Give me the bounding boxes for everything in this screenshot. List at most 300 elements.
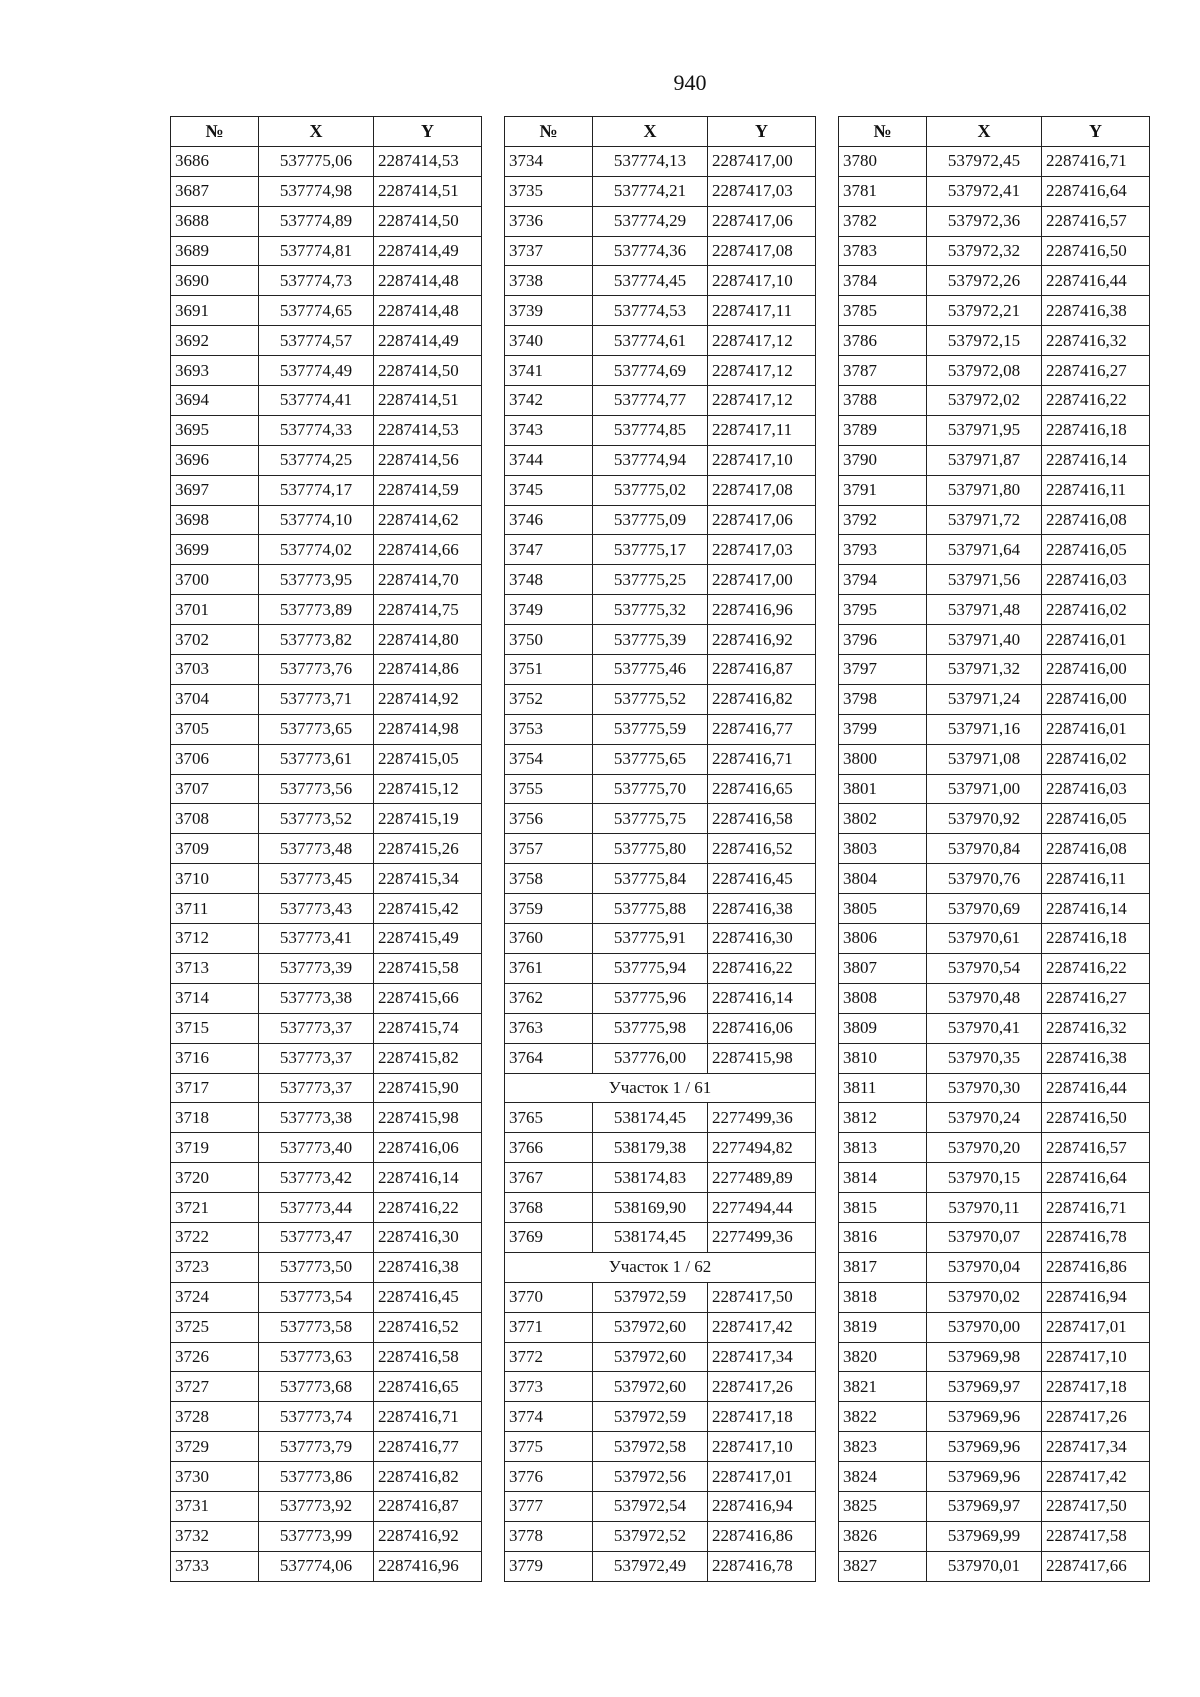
x-coordinate-cell: 537774,69 xyxy=(593,356,708,386)
table-row xyxy=(839,1372,1150,1402)
point-number-cell: 3816 xyxy=(839,1222,927,1252)
point-number-cell: 3686 xyxy=(171,146,259,176)
x-coordinate-cell: 537775,32 xyxy=(593,595,708,625)
x-coordinate-cell: 537972,32 xyxy=(927,236,1042,266)
y-coordinate-cell: 2287416,38 xyxy=(374,1252,482,1282)
x-coordinate-cell: 537774,29 xyxy=(593,206,708,236)
point-number-cell: 3706 xyxy=(171,744,259,774)
y-coordinate-cell: 2287416,22 xyxy=(374,1193,482,1223)
y-coordinate-cell: 2287416,18 xyxy=(1042,415,1150,445)
point-number-cell: 3802 xyxy=(839,804,927,834)
point-number-cell: 3793 xyxy=(839,535,927,565)
point-number-cell: 3700 xyxy=(171,565,259,595)
point-number-cell: 3782 xyxy=(839,206,927,236)
x-coordinate-cell: 537970,00 xyxy=(927,1312,1042,1342)
y-coordinate-cell: 2287416,02 xyxy=(1042,744,1150,774)
x-coordinate-cell: 537774,73 xyxy=(259,266,374,296)
x-coordinate-cell: 537972,49 xyxy=(593,1551,708,1581)
point-number-cell: 3692 xyxy=(171,326,259,356)
y-coordinate-cell: 2287416,18 xyxy=(1042,924,1150,954)
x-coordinate-cell: 537971,32 xyxy=(927,655,1042,685)
point-number-cell: 3777 xyxy=(505,1491,593,1521)
point-number-cell: 3819 xyxy=(839,1312,927,1342)
y-coordinate-cell: 2287415,26 xyxy=(374,834,482,864)
header-x: X xyxy=(593,117,708,147)
y-coordinate-cell: 2287417,03 xyxy=(708,176,816,206)
y-coordinate-cell: 2287414,62 xyxy=(374,505,482,535)
y-coordinate-cell: 2287416,96 xyxy=(374,1551,482,1581)
x-coordinate-cell: 537775,59 xyxy=(593,714,708,744)
table-row xyxy=(505,894,816,924)
y-coordinate-cell: 2287417,00 xyxy=(708,146,816,176)
y-coordinate-cell: 2287414,49 xyxy=(374,326,482,356)
table-row xyxy=(839,1252,1150,1282)
x-coordinate-cell: 537774,94 xyxy=(593,445,708,475)
point-number-cell: 3776 xyxy=(505,1462,593,1492)
y-coordinate-cell: 2287414,56 xyxy=(374,445,482,475)
y-coordinate-cell: 2287417,12 xyxy=(708,326,816,356)
x-coordinate-cell: 537970,54 xyxy=(927,953,1042,983)
y-coordinate-cell: 2287414,53 xyxy=(374,415,482,445)
point-number-cell: 3780 xyxy=(839,146,927,176)
y-coordinate-cell: 2287415,66 xyxy=(374,983,482,1013)
x-coordinate-cell: 537775,96 xyxy=(593,983,708,1013)
y-coordinate-cell: 2287417,10 xyxy=(1042,1342,1150,1372)
x-coordinate-cell: 537773,45 xyxy=(259,864,374,894)
y-coordinate-cell: 2277499,36 xyxy=(708,1103,816,1133)
y-coordinate-cell: 2287416,22 xyxy=(1042,386,1150,416)
x-coordinate-cell: 537774,49 xyxy=(259,356,374,386)
table-row xyxy=(171,1073,482,1103)
x-coordinate-cell: 537773,92 xyxy=(259,1491,374,1521)
table-row xyxy=(839,864,1150,894)
x-coordinate-cell: 537773,99 xyxy=(259,1521,374,1551)
y-coordinate-cell: 2287417,26 xyxy=(708,1372,816,1402)
x-coordinate-cell: 537970,02 xyxy=(927,1282,1042,1312)
point-number-cell: 3738 xyxy=(505,266,593,296)
point-number-cell: 3717 xyxy=(171,1073,259,1103)
table-row xyxy=(171,714,482,744)
table-row xyxy=(505,176,816,206)
table-row xyxy=(171,1312,482,1342)
point-number-cell: 3719 xyxy=(171,1133,259,1163)
y-coordinate-cell: 2287417,66 xyxy=(1042,1551,1150,1581)
point-number-cell: 3814 xyxy=(839,1163,927,1193)
x-coordinate-cell: 537970,92 xyxy=(927,804,1042,834)
section-row xyxy=(505,1073,816,1103)
x-coordinate-cell: 537774,81 xyxy=(259,236,374,266)
y-coordinate-cell: 2287416,71 xyxy=(1042,1193,1150,1223)
x-coordinate-cell: 537970,69 xyxy=(927,894,1042,924)
point-number-cell: 3806 xyxy=(839,924,927,954)
section-title: Участок 1 / 62 xyxy=(505,1252,816,1282)
table-row xyxy=(839,834,1150,864)
table-row xyxy=(839,386,1150,416)
x-coordinate-cell: 537972,41 xyxy=(927,176,1042,206)
table-row xyxy=(505,206,816,236)
point-number-cell: 3705 xyxy=(171,714,259,744)
header-y: Y xyxy=(1042,117,1150,147)
point-number-cell: 3796 xyxy=(839,625,927,655)
x-coordinate-cell: 537774,65 xyxy=(259,296,374,326)
x-coordinate-cell: 537969,99 xyxy=(927,1521,1042,1551)
point-number-cell: 3740 xyxy=(505,326,593,356)
table-row xyxy=(505,1193,816,1223)
x-coordinate-cell: 537774,02 xyxy=(259,535,374,565)
point-number-cell: 3726 xyxy=(171,1342,259,1372)
y-coordinate-cell: 2287415,12 xyxy=(374,774,482,804)
point-number-cell: 3715 xyxy=(171,1013,259,1043)
table-row xyxy=(171,1193,482,1223)
y-coordinate-cell: 2287416,87 xyxy=(708,655,816,685)
header-y: Y xyxy=(708,117,816,147)
table-row xyxy=(505,804,816,834)
table-row xyxy=(171,894,482,924)
table-row xyxy=(505,1432,816,1462)
y-coordinate-cell: 2287416,08 xyxy=(1042,505,1150,535)
table-row xyxy=(171,1521,482,1551)
x-coordinate-cell: 537773,95 xyxy=(259,565,374,595)
table-row xyxy=(839,595,1150,625)
section-row xyxy=(505,1252,816,1282)
x-coordinate-cell: 537773,65 xyxy=(259,714,374,744)
point-number-cell: 3742 xyxy=(505,386,593,416)
table-row xyxy=(171,176,482,206)
x-coordinate-cell: 537970,35 xyxy=(927,1043,1042,1073)
table-row xyxy=(505,1402,816,1432)
x-coordinate-cell: 537971,95 xyxy=(927,415,1042,445)
point-number-cell: 3823 xyxy=(839,1432,927,1462)
point-number-cell: 3704 xyxy=(171,684,259,714)
table-row xyxy=(505,953,816,983)
y-coordinate-cell: 2287417,50 xyxy=(708,1282,816,1312)
y-coordinate-cell: 2287416,03 xyxy=(1042,565,1150,595)
point-number-cell: 3722 xyxy=(171,1222,259,1252)
y-coordinate-cell: 2287416,65 xyxy=(708,774,816,804)
x-coordinate-cell: 537971,87 xyxy=(927,445,1042,475)
x-coordinate-cell: 537970,48 xyxy=(927,983,1042,1013)
y-coordinate-cell: 2287416,86 xyxy=(1042,1252,1150,1282)
x-coordinate-cell: 537773,39 xyxy=(259,953,374,983)
point-number-cell: 3737 xyxy=(505,236,593,266)
point-number-cell: 3732 xyxy=(171,1521,259,1551)
table-row xyxy=(839,774,1150,804)
table-row xyxy=(171,1013,482,1043)
x-coordinate-cell: 537774,89 xyxy=(259,206,374,236)
y-coordinate-cell: 2287414,51 xyxy=(374,386,482,416)
x-coordinate-cell: 537971,56 xyxy=(927,565,1042,595)
point-number-cell: 3718 xyxy=(171,1103,259,1133)
point-number-cell: 3804 xyxy=(839,864,927,894)
table-row xyxy=(839,1312,1150,1342)
point-number-cell: 3774 xyxy=(505,1402,593,1432)
y-coordinate-cell: 2287416,06 xyxy=(708,1013,816,1043)
x-coordinate-cell: 537773,56 xyxy=(259,774,374,804)
y-coordinate-cell: 2287417,12 xyxy=(708,386,816,416)
y-coordinate-cell: 2287416,58 xyxy=(374,1342,482,1372)
x-coordinate-cell: 537970,15 xyxy=(927,1163,1042,1193)
point-number-cell: 3761 xyxy=(505,953,593,983)
table-row xyxy=(839,206,1150,236)
table-row xyxy=(171,744,482,774)
x-coordinate-cell: 537775,88 xyxy=(593,894,708,924)
table-row xyxy=(839,744,1150,774)
header-y: Y xyxy=(374,117,482,147)
y-coordinate-cell: 2287416,71 xyxy=(708,744,816,774)
y-coordinate-cell: 2287416,52 xyxy=(708,834,816,864)
y-coordinate-cell: 2287416,14 xyxy=(374,1163,482,1193)
y-coordinate-cell: 2287416,71 xyxy=(1042,146,1150,176)
table-row xyxy=(505,386,816,416)
table-row xyxy=(171,565,482,595)
y-coordinate-cell: 2287416,01 xyxy=(1042,625,1150,655)
point-number-cell: 3711 xyxy=(171,894,259,924)
y-coordinate-cell: 2287416,94 xyxy=(1042,1282,1150,1312)
point-number-cell: 3766 xyxy=(505,1133,593,1163)
table-row xyxy=(839,924,1150,954)
table-row xyxy=(505,595,816,625)
table-row xyxy=(171,445,482,475)
table-row xyxy=(505,1222,816,1252)
x-coordinate-cell: 537971,64 xyxy=(927,535,1042,565)
point-number-cell: 3803 xyxy=(839,834,927,864)
point-number-cell: 3735 xyxy=(505,176,593,206)
y-coordinate-cell: 2287416,50 xyxy=(1042,1103,1150,1133)
point-number-cell: 3710 xyxy=(171,864,259,894)
point-number-cell: 3801 xyxy=(839,774,927,804)
point-number-cell: 3693 xyxy=(171,356,259,386)
table-row xyxy=(505,475,816,505)
y-coordinate-cell: 2287414,49 xyxy=(374,236,482,266)
y-coordinate-cell: 2287416,32 xyxy=(1042,1013,1150,1043)
table-row xyxy=(505,774,816,804)
point-number-cell: 3721 xyxy=(171,1193,259,1223)
y-coordinate-cell: 2287416,82 xyxy=(374,1462,482,1492)
point-number-cell: 3752 xyxy=(505,684,593,714)
x-coordinate-cell: 537773,61 xyxy=(259,744,374,774)
x-coordinate-cell: 537774,57 xyxy=(259,326,374,356)
x-coordinate-cell: 537971,72 xyxy=(927,505,1042,535)
x-coordinate-cell: 537970,30 xyxy=(927,1073,1042,1103)
table-row xyxy=(171,1103,482,1133)
x-coordinate-cell: 537775,91 xyxy=(593,924,708,954)
point-number-cell: 3790 xyxy=(839,445,927,475)
table-row xyxy=(505,565,816,595)
point-number-cell: 3797 xyxy=(839,655,927,685)
table-row xyxy=(839,1462,1150,1492)
y-coordinate-cell: 2287416,01 xyxy=(1042,714,1150,744)
table-row xyxy=(839,1103,1150,1133)
point-number-cell: 3808 xyxy=(839,983,927,1013)
y-coordinate-cell: 2287415,98 xyxy=(374,1103,482,1133)
table-header-row xyxy=(505,117,816,147)
y-coordinate-cell: 2287416,94 xyxy=(708,1491,816,1521)
y-coordinate-cell: 2287416,64 xyxy=(1042,1163,1150,1193)
point-number-cell: 3741 xyxy=(505,356,593,386)
point-number-cell: 3760 xyxy=(505,924,593,954)
x-coordinate-cell: 537773,48 xyxy=(259,834,374,864)
point-number-cell: 3792 xyxy=(839,505,927,535)
y-coordinate-cell: 2287414,51 xyxy=(374,176,482,206)
y-coordinate-cell: 2287416,57 xyxy=(1042,206,1150,236)
point-number-cell: 3707 xyxy=(171,774,259,804)
x-coordinate-cell: 537773,76 xyxy=(259,655,374,685)
x-coordinate-cell: 537970,20 xyxy=(927,1133,1042,1163)
y-coordinate-cell: 2287417,08 xyxy=(708,475,816,505)
table-row xyxy=(171,834,482,864)
y-coordinate-cell: 2287416,38 xyxy=(1042,296,1150,326)
table-row xyxy=(171,505,482,535)
point-number-cell: 3807 xyxy=(839,953,927,983)
table-row xyxy=(839,1073,1150,1103)
table-row xyxy=(171,296,482,326)
x-coordinate-cell: 537773,44 xyxy=(259,1193,374,1223)
y-coordinate-cell: 2287416,03 xyxy=(1042,774,1150,804)
point-number-cell: 3688 xyxy=(171,206,259,236)
table-row xyxy=(171,1222,482,1252)
y-coordinate-cell: 2277489,89 xyxy=(708,1163,816,1193)
table-row xyxy=(839,804,1150,834)
table-row xyxy=(505,1312,816,1342)
table-row xyxy=(505,864,816,894)
table-row xyxy=(839,475,1150,505)
x-coordinate-cell: 537775,06 xyxy=(259,146,374,176)
table-row xyxy=(839,445,1150,475)
point-number-cell: 3750 xyxy=(505,625,593,655)
table-row xyxy=(505,1462,816,1492)
y-coordinate-cell: 2287416,92 xyxy=(374,1521,482,1551)
point-number-cell: 3733 xyxy=(171,1551,259,1581)
point-number-cell: 3728 xyxy=(171,1402,259,1432)
y-coordinate-cell: 2287417,01 xyxy=(1042,1312,1150,1342)
page-number: 940 xyxy=(673,70,707,95)
point-number-cell: 3702 xyxy=(171,625,259,655)
y-coordinate-cell: 2287417,06 xyxy=(708,206,816,236)
point-number-cell: 3720 xyxy=(171,1163,259,1193)
table-row xyxy=(839,266,1150,296)
y-coordinate-cell: 2287417,34 xyxy=(708,1342,816,1372)
point-number-cell: 3689 xyxy=(171,236,259,266)
table-row xyxy=(839,1043,1150,1073)
y-coordinate-cell: 2287416,86 xyxy=(708,1521,816,1551)
y-coordinate-cell: 2287415,34 xyxy=(374,864,482,894)
y-coordinate-cell: 2287414,80 xyxy=(374,625,482,655)
y-coordinate-cell: 2287416,45 xyxy=(708,864,816,894)
x-coordinate-cell: 537972,60 xyxy=(593,1342,708,1372)
table-row xyxy=(505,983,816,1013)
x-coordinate-cell: 537972,54 xyxy=(593,1491,708,1521)
x-coordinate-cell: 537775,25 xyxy=(593,565,708,595)
table-row xyxy=(171,206,482,236)
table-row xyxy=(839,565,1150,595)
y-coordinate-cell: 2287417,18 xyxy=(708,1402,816,1432)
table-row xyxy=(171,1163,482,1193)
point-number-cell: 3773 xyxy=(505,1372,593,1402)
y-coordinate-cell: 2277494,82 xyxy=(708,1133,816,1163)
point-number-cell: 3694 xyxy=(171,386,259,416)
y-coordinate-cell: 2287416,78 xyxy=(1042,1222,1150,1252)
y-coordinate-cell: 2287416,44 xyxy=(1042,266,1150,296)
y-coordinate-cell: 2287416,30 xyxy=(708,924,816,954)
table-row xyxy=(505,834,816,864)
table-row xyxy=(839,1222,1150,1252)
y-coordinate-cell: 2287416,14 xyxy=(1042,445,1150,475)
y-coordinate-cell: 2287416,00 xyxy=(1042,655,1150,685)
x-coordinate-cell: 537773,38 xyxy=(259,983,374,1013)
point-number-cell: 3815 xyxy=(839,1193,927,1223)
x-coordinate-cell: 537970,84 xyxy=(927,834,1042,864)
x-coordinate-cell: 537970,24 xyxy=(927,1103,1042,1133)
table-row xyxy=(839,655,1150,685)
y-coordinate-cell: 2287416,27 xyxy=(1042,983,1150,1013)
point-number-cell: 3696 xyxy=(171,445,259,475)
table-row xyxy=(505,1491,816,1521)
x-coordinate-cell: 537774,98 xyxy=(259,176,374,206)
x-coordinate-cell: 537971,24 xyxy=(927,684,1042,714)
x-coordinate-cell: 537775,80 xyxy=(593,834,708,864)
table-row xyxy=(171,1462,482,1492)
table-row xyxy=(171,1043,482,1073)
point-number-cell: 3734 xyxy=(505,146,593,176)
x-coordinate-cell: 537775,70 xyxy=(593,774,708,804)
point-number-cell: 3811 xyxy=(839,1073,927,1103)
point-number-cell: 3723 xyxy=(171,1252,259,1282)
point-number-cell: 3769 xyxy=(505,1222,593,1252)
x-coordinate-cell: 537773,37 xyxy=(259,1013,374,1043)
y-coordinate-cell: 2287416,00 xyxy=(1042,684,1150,714)
y-coordinate-cell: 2287416,38 xyxy=(708,894,816,924)
table-row xyxy=(505,1163,816,1193)
x-coordinate-cell: 537774,17 xyxy=(259,475,374,505)
x-coordinate-cell: 537773,79 xyxy=(259,1432,374,1462)
point-number-cell: 3725 xyxy=(171,1312,259,1342)
point-number-cell: 3805 xyxy=(839,894,927,924)
y-coordinate-cell: 2287414,53 xyxy=(374,146,482,176)
x-coordinate-cell: 537775,75 xyxy=(593,804,708,834)
table-row xyxy=(839,1402,1150,1432)
x-coordinate-cell: 538174,83 xyxy=(593,1163,708,1193)
point-number-cell: 3713 xyxy=(171,953,259,983)
x-coordinate-cell: 537972,21 xyxy=(927,296,1042,326)
x-coordinate-cell: 537773,63 xyxy=(259,1342,374,1372)
table-row xyxy=(171,983,482,1013)
x-coordinate-cell: 537971,48 xyxy=(927,595,1042,625)
table-row xyxy=(171,1402,482,1432)
x-coordinate-cell: 537970,41 xyxy=(927,1013,1042,1043)
point-number-cell: 3743 xyxy=(505,415,593,445)
y-coordinate-cell: 2287414,75 xyxy=(374,595,482,625)
point-number-cell: 3818 xyxy=(839,1282,927,1312)
y-coordinate-cell: 2287417,58 xyxy=(1042,1521,1150,1551)
table-row xyxy=(505,924,816,954)
table-row xyxy=(505,714,816,744)
table-row xyxy=(505,445,816,475)
table-row xyxy=(839,953,1150,983)
table-row xyxy=(505,296,816,326)
x-coordinate-cell: 537773,47 xyxy=(259,1222,374,1252)
x-coordinate-cell: 537970,04 xyxy=(927,1252,1042,1282)
y-coordinate-cell: 2287416,77 xyxy=(374,1432,482,1462)
table-row xyxy=(839,296,1150,326)
x-coordinate-cell: 537773,82 xyxy=(259,625,374,655)
x-coordinate-cell: 537972,26 xyxy=(927,266,1042,296)
y-coordinate-cell: 2287414,48 xyxy=(374,296,482,326)
y-coordinate-cell: 2287416,22 xyxy=(1042,953,1150,983)
y-coordinate-cell: 2287415,05 xyxy=(374,744,482,774)
table-row xyxy=(171,864,482,894)
table-row xyxy=(171,804,482,834)
x-coordinate-cell: 537774,53 xyxy=(593,296,708,326)
